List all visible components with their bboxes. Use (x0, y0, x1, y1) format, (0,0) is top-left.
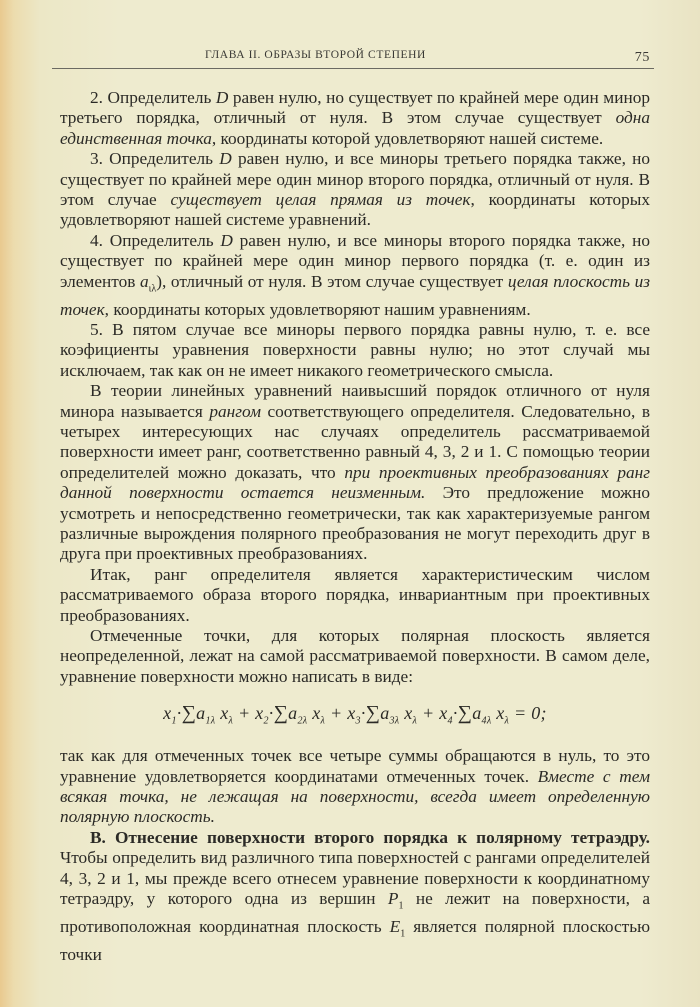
paragraph-after-formula: так как для отмеченных точек все четыре суммы обращаются в нуль, то это уравнение удовлетворяется координатами отмеченных точек. Вместе с тем всякая точка, не лежащая на поверхности, всегда имеет определенную полярную плоскость. (60, 746, 650, 827)
page-number: 75 (634, 50, 650, 65)
paragraph-itak: Итак, ранг определителя является характеристическим числом рассматриваемого образа второго порядка, инвариантным при проективных преобразованиях. (60, 564, 650, 625)
surface-equation (60, 703, 650, 732)
section-b-paragraph (60, 828, 650, 965)
body-text (60, 88, 650, 965)
formula-rhs: = 0; (509, 703, 547, 724)
formula-term: + $x_4\cdot\sum a_{4\lambda}$ $x_\lambda$ (417, 702, 510, 727)
running-title: ГЛАВА II. ОБРАЗЫ ВТОРОЙ СТЕПЕНИ (205, 49, 426, 61)
running-head (60, 40, 650, 66)
paragraph-marked-points: Отмеченные точки, для которых полярная плоскость является неопределенной, лежат на самой рассматриваемой поверхности. В самом деле, уравнение поверхности можно написать в виде: (60, 626, 650, 686)
header-rule (52, 68, 654, 69)
book-page (60, 40, 650, 964)
section-b-text: Чтобы определить вид различного типа поверхностей с рангами определителей 4, 3, 2 и 1, мы прежде всего отнесем уравнение поверхности к координатному тетраэдру, у которого одна из вершин $P_1$ не лежит на поверхности, а противоположная координатная плоскость $E_1$ является полярной плоскостью точки (60, 848, 650, 964)
section-b-heading: B. Отнесение поверхности второго порядка к полярному тетраэдру. (90, 827, 650, 847)
formula-term: + $x_3\cdot\sum a_{3\lambda}$ $x_\lambda$ (325, 702, 418, 727)
formula-term: + $x_2\cdot\sum a_{2\lambda}$ $x_\lambda$ (233, 702, 326, 727)
paragraph-case-2: 2. Определитель D равен нулю, но существует по крайней мере один минор третьего порядка, отличный от нуля. В этом случае существует одна единственная точка, координаты которой удовлетворяют нашей системе. (60, 88, 650, 148)
formula-term: $x_1\cdot\sum a_{1\lambda}$ $x_\lambda$ (163, 702, 234, 727)
paragraph-case-4: 4. Определитель D равен нулю, и все миноры второго порядка также, но существует по крайней мере один минор первого порядка (т. е. один из элементов $a_{\iota\lambda}$), отличный от нуля. В этом случае существует целая плоскость из точек, координаты которых удовлетворяют нашим уравнениям. (60, 230, 650, 319)
paragraph-rank: В теории линейных уравнений наивысший порядок отличного от нуля минора называется рангом соответствующего определителя. Следовательно, в четырех интересующих нас случаях определитель рассматриваемой поверхности имеет ранг, соответственно равный 4, 3, 2 и 1. С помощью теории определителей можно доказать, что при проективных преобразованиях ранг данной поверхности остается неизменным. Это предложение можно усмотреть и непосредственно геометрически, так как характеризуемые рангом различные вырождения полярного преобразования не могут переходить друг в друга при проективных преобразованиях. (60, 381, 650, 564)
paragraph-case-3: 3. Определитель D равен нулю, и все миноры третьего порядка также, но существует по крайней мере один минор второго порядка, отличный от нуля. В этом случае существует целая прямая из точек, координаты которых удовлетворяют нашей системе уравнений. (60, 149, 650, 230)
paragraph-case-5: 5. В пятом случае все миноры первого порядка равны нулю, т. е. все коэфициенты уравнения поверхности равны нулю; но этот случай мы исключаем, так как он не имеет никакого геометрического смысла. (60, 319, 650, 380)
